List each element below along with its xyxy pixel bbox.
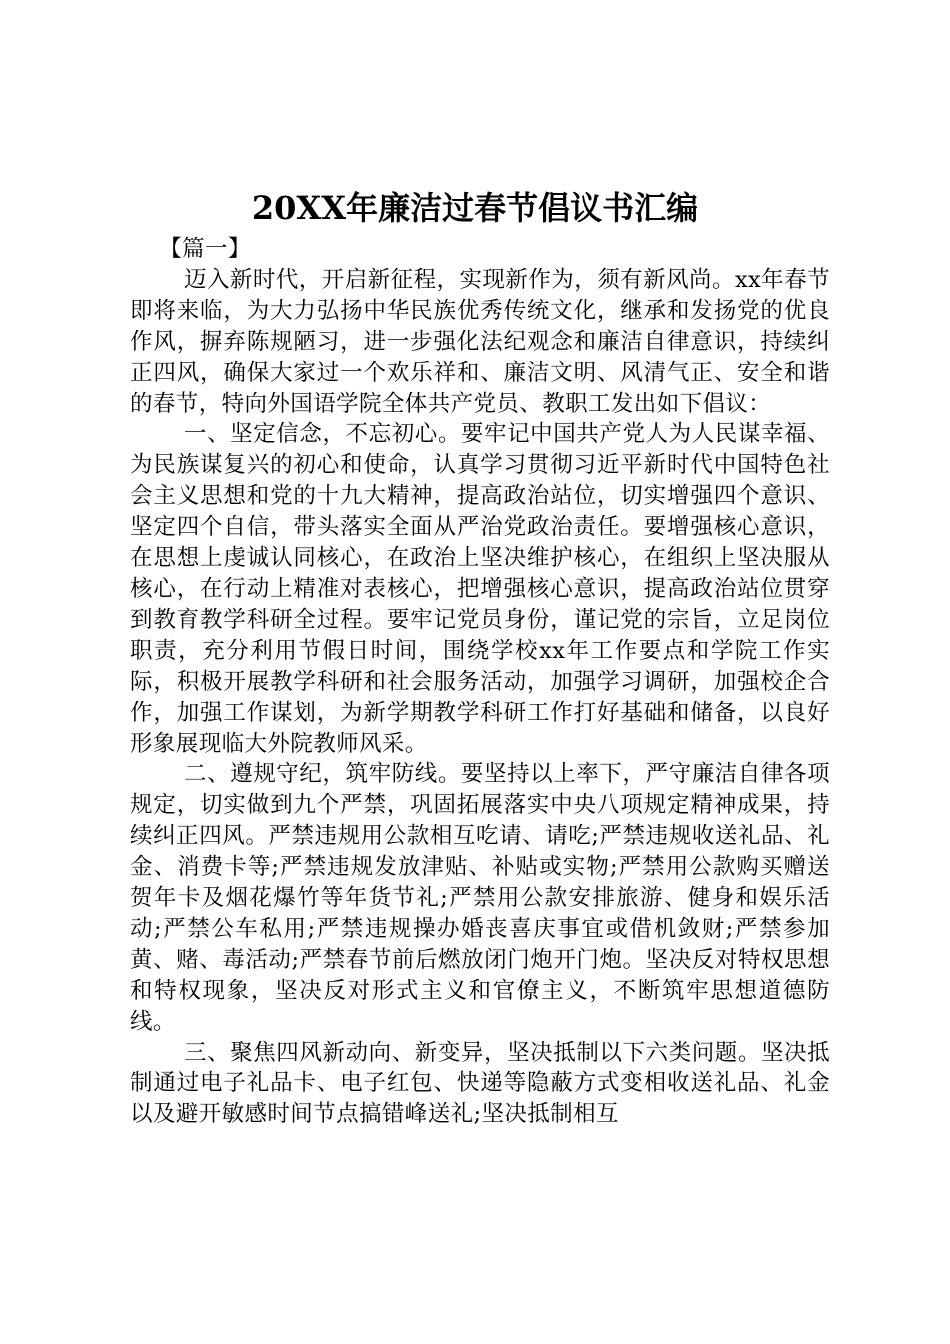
section-label: 【篇一】 (159, 236, 251, 262)
paragraph-item-1: 一、坚定信念，不忘初心。要牢记中国共产党人为人民谋幸福、为民族谋复兴的初心和使命，认真学习贯彻习近平新时代中国特色社会主义思想和党的十九大精神，提高政治站位，切实增强四个意识、坚定四个自信，带头落实全面从严治党政治责任。要增强核心意识，在思想上虔诚认同核心，在政治上坚决维护核心，在组织上坚决服从核心，在行动上精准对表核心，把增强核心意识，提高政治站位贯穿到教育教学科研全过程。要牢记党员身份，谨记党的宗旨，立足岗位职责，充分利用节假日时间，围绕学校xx年工作要点和学院工作实际，积极开展教学科研和社会服务活动，加强学习调研，加强校企合作，加强工作谋划，为新学期教学科研工作打好基础和储备，以良好形象展现临大外院教师风采。 (130, 421, 830, 757)
paragraph-item-3: 三、聚焦四风新动向、新变异，坚决抵制以下六类问题。坚决抵制通过电子礼品卡、电子红包、快递等隐蔽方式变相收送礼品、礼金以及避开敏感时间节点搞错峰送礼;坚决抵制相互 (130, 1039, 830, 1128)
document-body (130, 234, 830, 1130)
intro-paragraph: 迈入新时代，开启新征程，实现新作为，须有新风尚。xx年春节即将来临，为大力弘扬中华民族优秀传统文化，继承和发扬党的优良作风，摒弃陈规陋习，进一步强化法纪观念和廉洁自律意识，持续纠正四风，确保大家过一个欢乐祥和、廉洁文明、风清气正、安全和谐的春节，特向外国语学院全体共产党员、教职工发出如下倡议： (130, 266, 830, 417)
paragraph-item-2: 二、遵规守纪，筑牢防线。要坚持以上率下，严守廉洁自律各项规定，切实做到九个严禁，巩固拓展落实中央八项规定精神成果，持续纠正四风。严禁违规用公款相互吃请、请吃;严禁违规收送礼品、礼金、消费卡等;严禁违规发放津贴、补贴或实物;严禁用公款购买赠送贺年卡及烟花爆竹等年货节礼;严禁用公款安排旅游、健身和娱乐活动;严禁公车私用;严禁违规操办婚丧喜庆事宜或借机敛财;严禁参加黄、赌、毒活动;严禁春节前后燃放闭门炮开门炮。坚决反对特权思想和特权现象，坚决反对形式主义和官僚主义，不断筑牢思想道德防线。 (130, 761, 830, 1035)
document-title: 20XX年廉洁过春节倡议书汇编 (251, 189, 699, 227)
